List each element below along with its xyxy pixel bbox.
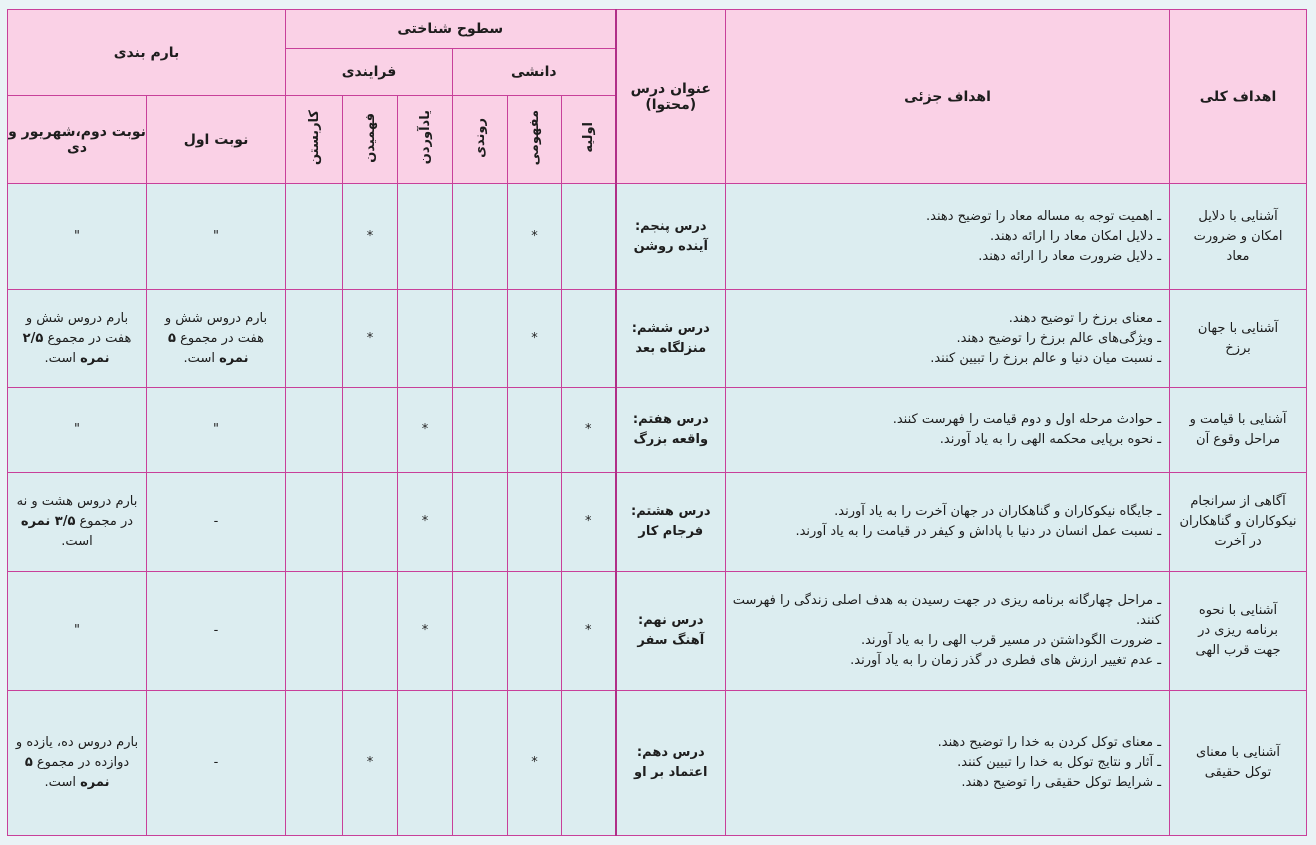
mark-procedural	[453, 388, 508, 473]
lesson-name: آینده روشن	[633, 238, 708, 254]
general-goal-cell: آگاهی از سرانجام نیکوکاران و گناهکاران در آخرت	[1170, 473, 1307, 572]
goal-item: ـ دلایل ضرورت معاد را ارائه دهند.	[978, 248, 1162, 264]
level-conceptual-label: مفهومی	[527, 109, 543, 166]
mark-understanding	[343, 572, 398, 691]
mark-understanding	[343, 473, 398, 572]
lesson-number: درس ششم:	[631, 320, 710, 336]
table-row	[8, 290, 1307, 388]
mark-applying	[286, 473, 343, 572]
general-goals-header: اهداف کلی	[1170, 10, 1307, 184]
second-term-cell	[8, 691, 147, 836]
lesson-name: منزلگاه بعد	[635, 340, 707, 356]
mark-understanding: *	[343, 184, 398, 290]
second-term-cell	[8, 290, 147, 388]
general-goal-cell: آشنایی با نحوه برنامه ریزی در جهت قرب الهی	[1170, 572, 1307, 691]
goal-item: ـ معنای توکل کردن به خدا را توضیح دهند.	[937, 735, 1162, 750]
first-term-cell: "	[147, 388, 286, 473]
mark-conceptual: *	[508, 691, 562, 836]
specific-goals-cell	[726, 388, 1170, 473]
lesson-title-header	[616, 10, 726, 184]
level-recall-label: یادآوردن	[417, 110, 433, 165]
second-term-label: نوبت دوم،شهریور و دی	[8, 123, 146, 156]
cognitive-levels-header: سطوح شناختی	[286, 10, 616, 49]
mark-procedural	[453, 691, 508, 836]
level-basic-header	[562, 96, 616, 184]
lesson-number: درس هفتم:	[632, 412, 709, 427]
mark-recall: *	[398, 388, 453, 473]
mark-recall: *	[398, 473, 453, 572]
level-procedural-label: روندی	[472, 117, 488, 158]
mark-procedural	[453, 473, 508, 572]
mark-basic	[562, 184, 616, 290]
mark-basic: *	[562, 473, 616, 572]
process-header: فرایندی	[286, 49, 453, 96]
goal-item: ـ آثار و نتایج توکل به خدا را تبیین کنند.	[957, 755, 1162, 770]
lesson-number: درس هشتم:	[631, 504, 711, 519]
goal-item: ـ معنای برزخ را توضیح دهند.	[1008, 310, 1162, 326]
knowledge-header: دانشی	[453, 49, 616, 96]
mark-procedural	[453, 184, 508, 290]
first-term-label: نوبت اول	[183, 131, 249, 148]
table-row	[8, 572, 1307, 691]
mark-conceptual: *	[508, 184, 562, 290]
first-term-cell: -	[147, 691, 286, 836]
general-goal-cell: آشنایی با معنای توکل حقیقی	[1170, 691, 1307, 836]
lesson-title-cell	[616, 473, 726, 572]
goal-item: ـ ویژگی‌های عالم برزخ را توضیح دهند.	[956, 330, 1162, 346]
second-term-text: بارم دروس هشت و نه در مجموع	[16, 494, 138, 529]
goal-item: ـ عدم تغییر ارزش های فطری در گذر زمان را به یاد آورند.	[850, 653, 1162, 668]
lesson-number: درس دهم:	[636, 745, 705, 760]
second-term-cell: "	[8, 388, 147, 473]
first-term-cell: -	[147, 473, 286, 572]
first-term-text: بارم دروس شش و هفت در مجموع	[164, 310, 268, 346]
general-goal-cell: آشنایی با جهان برزخ	[1170, 290, 1307, 388]
mark-basic: *	[562, 388, 616, 473]
specific-goals-cell	[726, 184, 1170, 290]
level-procedural-header	[453, 96, 508, 184]
grading-header: بارم بندی	[8, 10, 286, 96]
specific-goals-cell	[726, 290, 1170, 388]
lesson-title-cell	[616, 290, 726, 388]
mark-conceptual: *	[508, 290, 562, 388]
first-term-cell	[147, 290, 286, 388]
second-term-score: ۲/۵ نمره	[22, 330, 110, 366]
mark-understanding: *	[343, 290, 398, 388]
mark-understanding: *	[343, 691, 398, 836]
mark-conceptual	[508, 388, 562, 473]
lesson-name: آهنگ سفر	[637, 633, 705, 648]
mark-recall	[398, 184, 453, 290]
lesson-title-label: عنوان درس	[630, 80, 711, 97]
mark-recall	[398, 691, 453, 836]
mark-procedural	[453, 290, 508, 388]
level-applying-header	[286, 96, 343, 184]
table-row	[8, 388, 1307, 473]
goal-item: ـ نحوه برپایی محکمه الهی را به یاد آورند.	[939, 432, 1162, 447]
mark-applying	[286, 290, 343, 388]
second-term-header	[8, 96, 147, 184]
mark-applying	[286, 388, 343, 473]
specific-goals-cell	[726, 572, 1170, 691]
mark-applying	[286, 691, 343, 836]
lesson-title-cell	[616, 388, 726, 473]
mark-recall: *	[398, 572, 453, 691]
first-term-cell: -	[147, 572, 286, 691]
second-term-text: بارم دروس ده، یازده و دوازده در مجموع	[15, 735, 139, 770]
mark-applying	[286, 572, 343, 691]
mark-recall	[398, 290, 453, 388]
goal-item: ـ نسبت عمل انسان در دنیا با پاداش و کیفر در قیامت را به یاد آورند.	[795, 524, 1162, 539]
lesson-title-cell	[616, 184, 726, 290]
lesson-title-cell	[616, 691, 726, 836]
goal-item: ـ نسبت میان دنیا و عالم برزخ را تبیین کنند.	[930, 350, 1162, 366]
lesson-title-sub: (محتوا)	[645, 96, 697, 113]
first-term-end: است.	[183, 350, 220, 366]
second-term-cell: "	[8, 572, 147, 691]
mark-conceptual	[508, 572, 562, 691]
level-basic-label: اولیه	[580, 122, 596, 153]
first-term-header	[147, 96, 286, 184]
second-term-score: ۵ نمره	[24, 755, 110, 790]
first-term-cell: "	[147, 184, 286, 290]
lesson-plan-table	[7, 9, 1307, 836]
mark-basic: *	[562, 572, 616, 691]
lesson-name: فرجام کار	[638, 524, 704, 539]
first-term-score: ۵ نمره	[168, 330, 249, 366]
second-term-score: ۳/۵ نمره	[20, 514, 76, 529]
goal-item: ـ حوادث مرحله اول و دوم قیامت را فهرست کنند.	[892, 412, 1162, 427]
specific-goals-cell	[726, 473, 1170, 572]
lesson-title-cell	[616, 572, 726, 691]
second-term-end: است.	[61, 534, 93, 549]
mark-applying	[286, 184, 343, 290]
mark-understanding	[343, 388, 398, 473]
mark-basic	[562, 691, 616, 836]
lesson-name: اعتماد بر او	[634, 765, 708, 780]
table-row	[8, 691, 1307, 836]
second-term-end: است.	[44, 350, 81, 366]
goal-item: ـ ضرورت الگوداشتن در مسیر قرب الهی را به یاد آورند.	[860, 633, 1162, 648]
goal-item: ـ اهمیت توجه به مساله معاد را توضیح دهند.	[926, 208, 1162, 224]
second-term-end: است.	[44, 775, 81, 790]
mark-basic	[562, 290, 616, 388]
mark-conceptual	[508, 473, 562, 572]
lesson-number: درس پنجم:	[634, 218, 707, 234]
mark-procedural	[453, 572, 508, 691]
table-row	[8, 184, 1307, 290]
level-applying-label: کاربستن	[306, 109, 322, 166]
second-term-cell	[8, 473, 147, 572]
level-conceptual-header	[508, 96, 562, 184]
table-row	[8, 473, 1307, 572]
specific-goals-header: اهداف جزئی	[726, 10, 1170, 184]
specific-goals-cell	[726, 691, 1170, 836]
second-term-cell: "	[8, 184, 147, 290]
goal-item: ـ مراحل چهارگانه برنامه ریزی در جهت رسیدن به هدف اصلی زندگی را فهرست کنند.	[732, 593, 1162, 628]
level-understanding-header	[343, 96, 398, 184]
second-term-text: بارم دروس شش و هفت در مجموع	[25, 310, 132, 346]
lesson-name: واقعه بزرگ	[633, 432, 709, 447]
goal-item: ـ شرایط توکل حقیقی را توضیح دهند.	[961, 775, 1162, 790]
lesson-number: درس نهم:	[638, 613, 704, 628]
level-recall-header	[398, 96, 453, 184]
goal-item: ـ جایگاه نیکوکاران و گناهکاران در جهان آخرت را به یاد آورند.	[834, 504, 1162, 519]
goal-item: ـ دلایل امکان معاد را ارائه دهند.	[990, 228, 1162, 244]
general-goal-cell: آشنایی با قیامت و مراحل وقوع آن	[1170, 388, 1307, 473]
general-goal-cell: آشنایی با دلایل امکان و ضرورت معاد	[1170, 184, 1307, 290]
level-understanding-label: فهمیدن	[362, 112, 378, 163]
